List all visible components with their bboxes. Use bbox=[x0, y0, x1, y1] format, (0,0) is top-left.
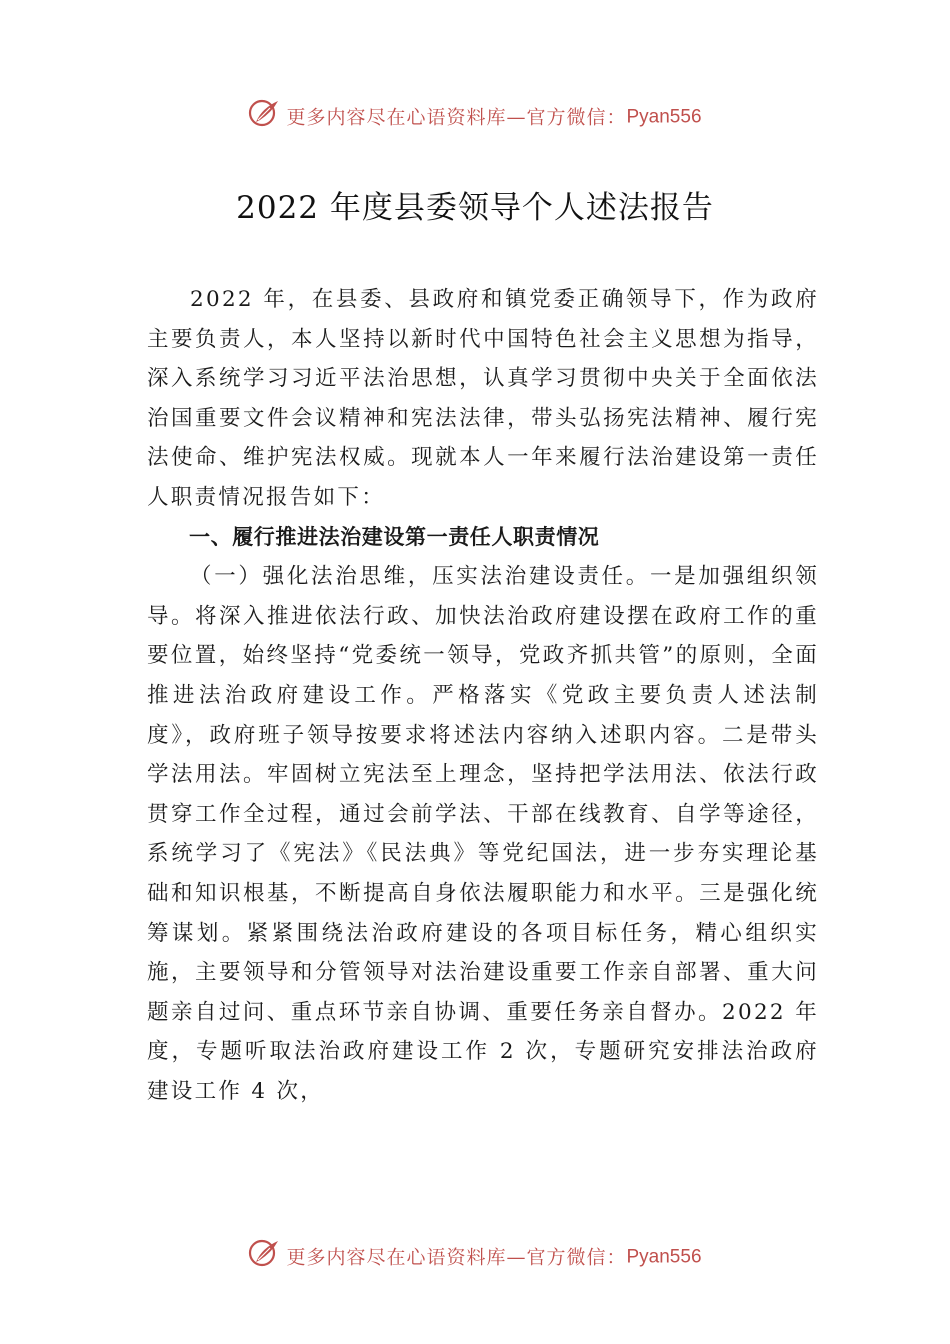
section-heading: 一、履行推进法治建设第一责任人职责情况 bbox=[189, 524, 600, 549]
footer-watermark bbox=[0, 1238, 950, 1277]
watermark-text: 更多内容尽在心语资料库—官方微信： bbox=[286, 106, 627, 129]
watermark-text: 更多内容尽在心语资料库—官方微信： bbox=[286, 1246, 627, 1269]
watermark-account: Pyan556 bbox=[626, 1246, 702, 1268]
quill-pen-icon bbox=[248, 98, 282, 137]
header-watermark bbox=[0, 98, 950, 137]
quill-pen-icon bbox=[248, 1238, 282, 1277]
section-paragraph: （一）强化法治思维，压实法治建设责任。一是加强组织领导。将深入推进依法行政、加快法治政府建设摆在政府工作的重要位置，始终坚持“党委统一领导，党政齐抓共管”的原则，全面推进法治政府建设工作。严格落实《党政主要负责人述法制度》，政府班子领导按要求将述法内容纳入述职内容。二是带头学法用法。牢固树立宪法至上理念，坚持把学法用法、依法行政贯穿工作全过程，通过会前学法、干部在线教育、自学等途径，系统学习了《宪法》《民法典》等党纪国法，进一步夯实理论基础和知识根基，不断提高自身依法履职能力和水平。三是强化统筹谋划。紧紧围绕法治政府建设的各项目标任务，精心组织实施，主要领导和分管领导对法治建设重要工作亲自部署、重大问题亲自过问、重点环节亲自协调、重要任务亲自督办。2022 年度，专题听取法治政府建设工作 2 次，专题研究安排法治政府建设工作 4 次， bbox=[147, 564, 819, 1104]
watermark-account: Pyan556 bbox=[626, 106, 702, 128]
document-body bbox=[147, 280, 819, 1111]
document-title: 2022 年度县委领导个人述法报告 bbox=[236, 190, 714, 226]
intro-paragraph: 2022 年，在县委、县政府和镇党委正确领导下，作为政府主要负责人，本人坚持以新时代中国特色社会主义思想为指导，深入系统学习习近平法治思想，认真学习贯彻中央关于全面依法治国重要文件会议精神和宪法法律，带头弘扬宪法精神、履行宪法使命、维护宪法权威。现就本人一年来履行法治建设第一责任人职责情况报告如下： bbox=[147, 287, 819, 510]
